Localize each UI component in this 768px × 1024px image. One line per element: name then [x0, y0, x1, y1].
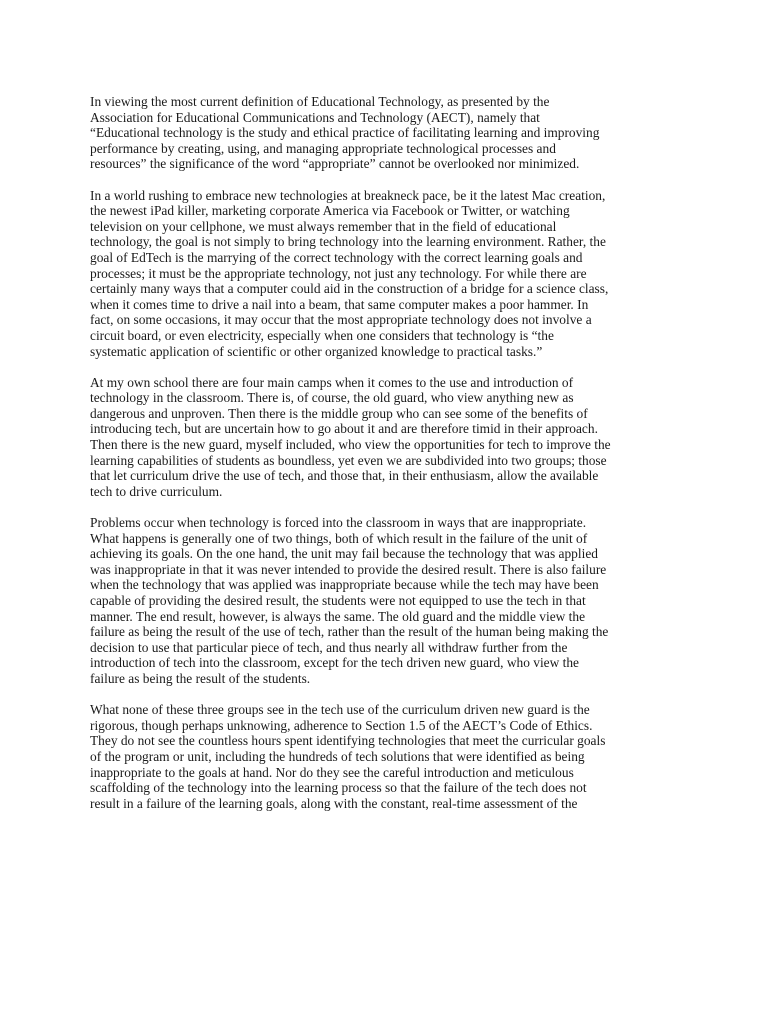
text-line: the newest iPad killer, marketing corporate America via Facebook or Twitter, or watching: [90, 203, 570, 219]
text-line: introducing tech, but are uncertain how to go about it and are therefore timid in their approach.: [90, 421, 598, 437]
text-line: when it comes time to drive a nail into a beam, that same computer makes a poor hammer. In: [90, 296, 589, 312]
text-line: In a world rushing to embrace new technologies at breakneck pace, be it the latest Mac creation,: [90, 187, 606, 203]
text-line: “Educational technology is the study and ethical practice of facilitating learning and improving: [90, 125, 600, 141]
text-line: What happens is generally one of two things, both of which result in the failure of the unit of: [90, 530, 588, 546]
text-line: What none of these three groups see in the tech use of the curriculum driven new guard is the: [90, 702, 590, 718]
paragraph-3: [90, 375, 700, 500]
text-line: introduction of tech into the classroom, except for the tech driven new guard, who view the: [90, 655, 579, 671]
text-line: of the program or unit, including the hundreds of tech solutions that were identified as being: [90, 748, 585, 764]
text-line: tech to drive curriculum.: [90, 483, 223, 499]
text-line: fact, on some occasions, it may occur that the most appropriate technology does not involve a: [90, 312, 592, 328]
text-line: dangerous and unproven. Then there is the middle group who can see some of the benefits of: [90, 405, 588, 421]
text-line: At my own school there are four main camps when it comes to the use and introduction of: [90, 374, 574, 390]
text-line: was inappropriate in that it was never intended to provide the desired result. There is also failure: [90, 561, 607, 577]
text-line: performance by creating, using, and managing appropriate technological processes and: [90, 140, 556, 156]
text-line: capable of providing the desired result, the students were not equipped to use the tech in that: [90, 593, 586, 608]
text-line: rigorous, though perhaps unknowing, adherence to Section 1.5 of the AECT’s Code of Ethics.: [90, 717, 593, 733]
text-line: resources” the significance of the word “appropriate” cannot be overlooked nor minimized.: [90, 156, 580, 172]
text-line: manner. The end result, however, is always the same. The old guard and the middle view the: [90, 608, 586, 624]
text-line: result in a failure of the learning goals, along with the constant, real-time assessment of the: [90, 795, 578, 811]
text-line: certainly many ways that a computer could aid in the construction of a bridge for a science class,: [90, 281, 609, 297]
text-line: technology, the goal is not simply to bring technology into the learning environment. Rather, the: [90, 234, 606, 250]
text-line: Then there is the new guard, myself included, who view the opportunities for tech to improve the: [90, 437, 611, 453]
paragraph-5: [90, 702, 700, 811]
text-line: scaffolding of the technology into the learning process so that the failure of the tech does not: [90, 780, 587, 796]
text-line: decision to use that particular piece of tech, and thus nearly all withdraw further from the: [90, 639, 568, 655]
text-line: when the technology that was applied was inappropriate because while the tech may have been: [90, 577, 599, 593]
text-line: In viewing the most current definition of Educational Technology, as presented by the: [90, 94, 550, 109]
text-line: failure as being the result of the students.: [90, 670, 311, 686]
text-line: goal of EdTech is the marrying of the correct technology with the correct learning goals and: [90, 249, 583, 265]
text-line: Association for Educational Communications and Technology (AECT), namely that: [90, 109, 540, 125]
text-line: learning capabilities of students as boundless, yet even we are subdivided into two groups; those: [90, 452, 607, 468]
text-line: systematic application of scientific or other organized knowledge to practical tasks.”: [90, 343, 543, 359]
text-line: television on your cellphone, we must always remember that in the field of educational: [90, 218, 557, 234]
text-line: that let curriculum drive the use of tech, and those that, in their enthusiasm, allow the available: [90, 468, 599, 484]
text-line: They do not see the countless hours spent identifying technologies that meet the curricular goals: [90, 733, 606, 749]
text-line: achieving its goals. On the one hand, the unit may fail because the technology that was applied: [90, 546, 598, 562]
document-body: [90, 94, 700, 827]
paragraph-2: [90, 188, 700, 360]
text-line: circuit board, or even electricity, especially when one considers that technology is “the: [90, 327, 554, 343]
paragraph-4: [90, 515, 700, 687]
text-line: inappropriate to the goals at hand. Nor do they see the careful introduction and meticulous: [90, 764, 574, 780]
text-line: technology in the classroom. There is, of course, the old guard, who view anything new as: [90, 390, 574, 406]
text-line: processes; it must be the appropriate technology, not just any technology. For while there are: [90, 265, 587, 281]
paragraph-1: [90, 94, 700, 172]
text-line: Problems occur when technology is forced into the classroom in ways that are inappropriate.: [90, 515, 587, 531]
text-line: failure as being the result of the use of tech, rather than the result of the human being making the: [90, 624, 609, 640]
